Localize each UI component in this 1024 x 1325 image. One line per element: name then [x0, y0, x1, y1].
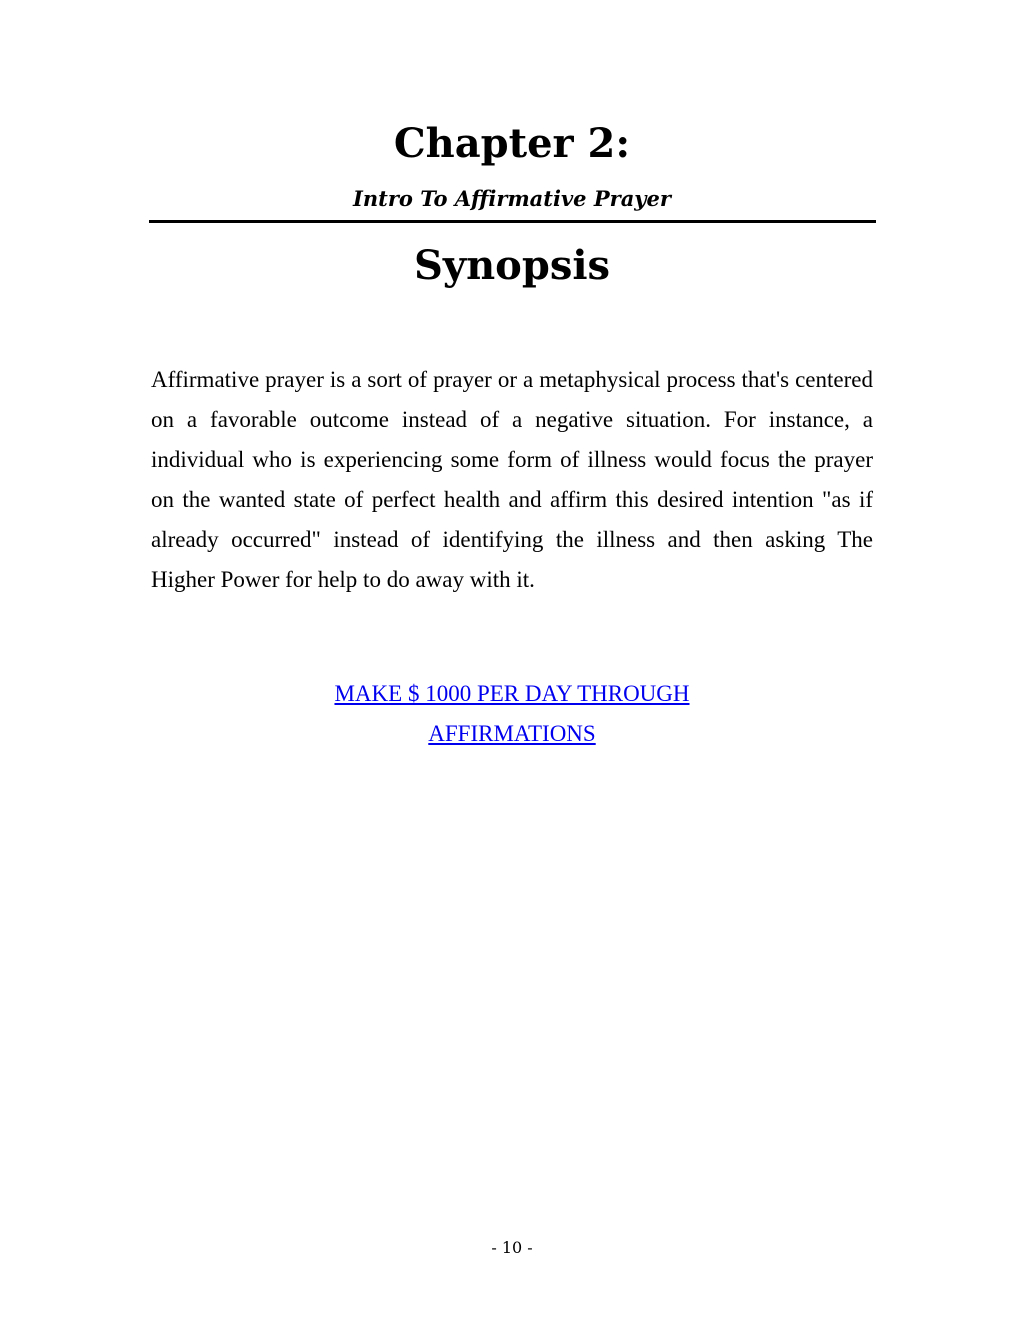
title-divider: [149, 220, 876, 223]
body-paragraph: Affirmative prayer is a sort of prayer or a metaphysical process that's centered on a favorable outcome instead of a negative situation. For instance, a individual who is experiencing some form of illness would focus the prayer on the wanted state of perfect health and affirm this desired intention "as if already occurred" instead of identifying the illness and then asking The Higher Power for help to do away with it.: [151, 367, 873, 592]
affirmations-link-line-1[interactable]: MAKE $ 1000 PER DAY THROUGH: [334, 681, 690, 706]
affirmations-link-line-2[interactable]: AFFIRMATIONS: [428, 721, 596, 746]
section-title: Synopsis: [413, 242, 611, 289]
page-number: - 10 -: [491, 1238, 533, 1257]
affirmations-link-block: [0, 674, 1024, 754]
chapter-subtitle: Intro To Affirmative Prayer: [353, 186, 671, 211]
chapter-title: Chapter 2:: [393, 120, 631, 167]
